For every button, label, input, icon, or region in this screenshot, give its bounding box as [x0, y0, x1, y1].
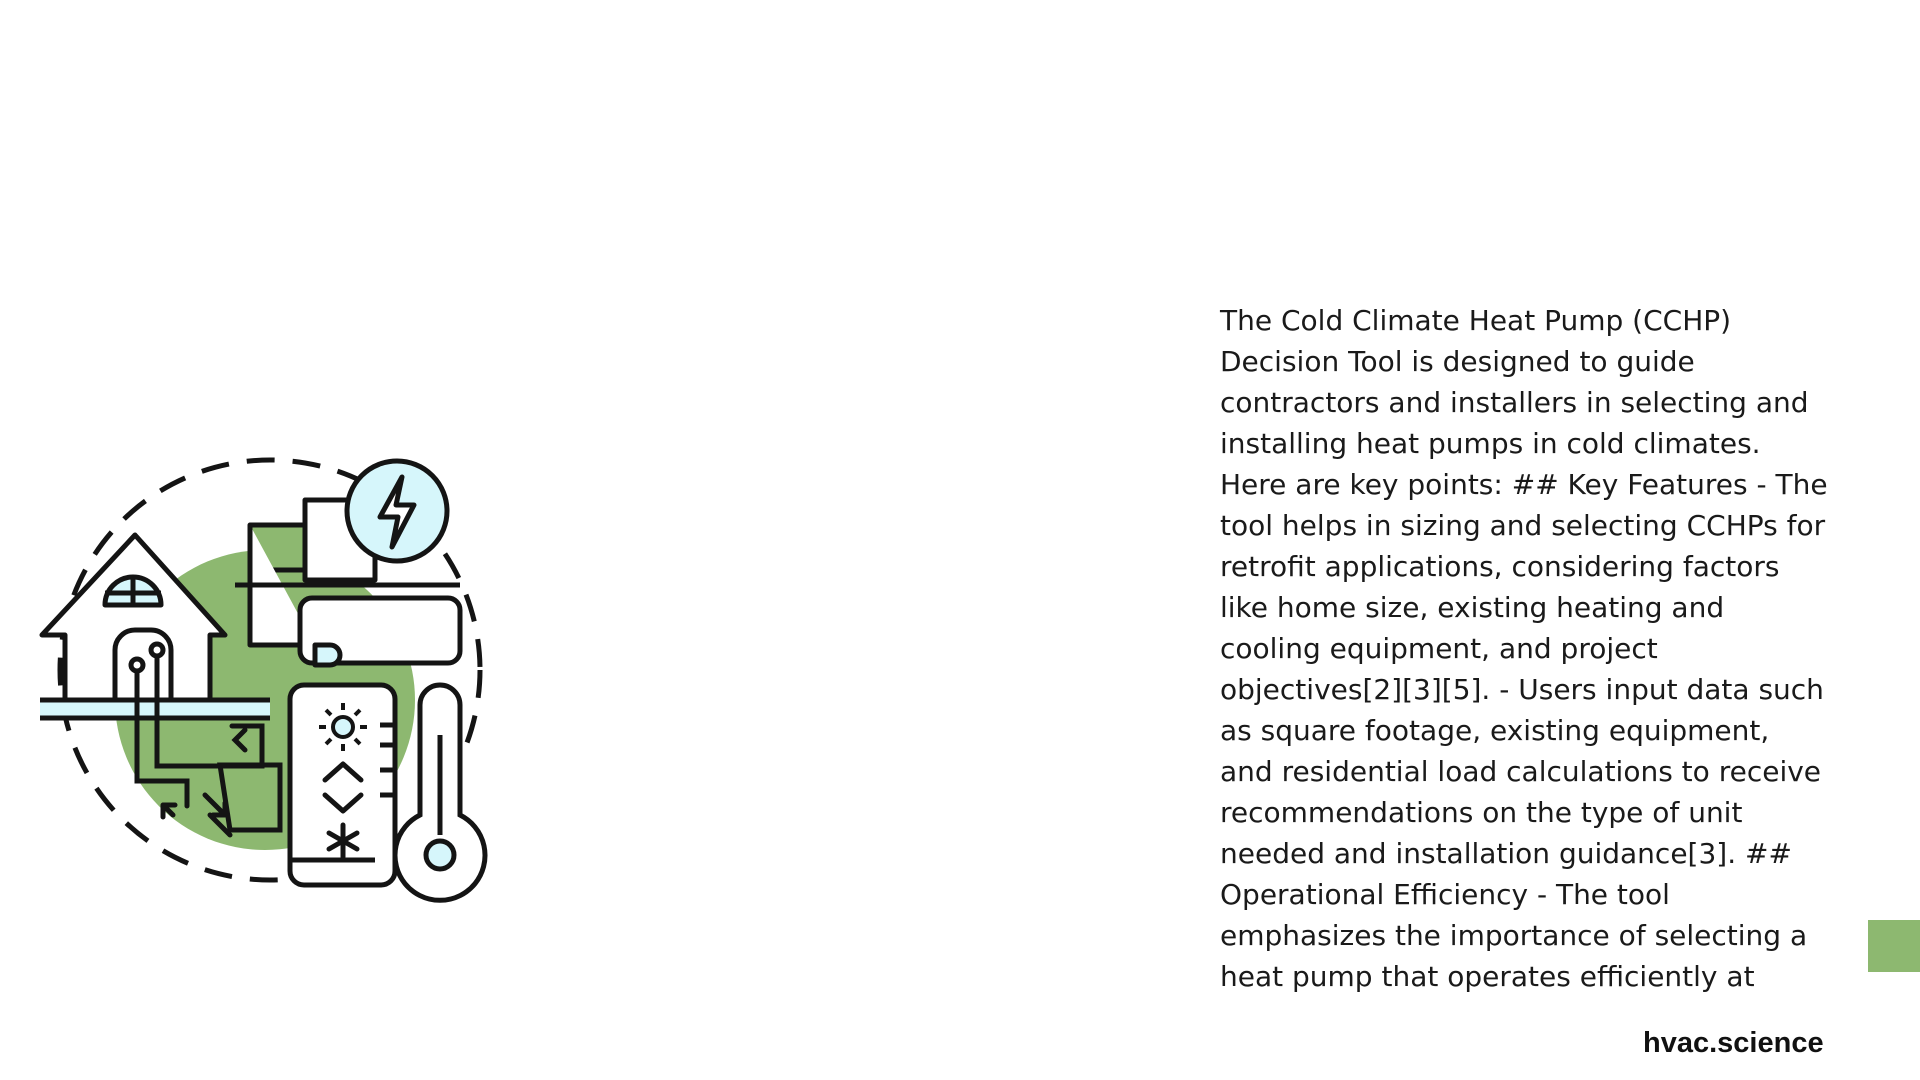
- article-body: The Cold Climate Heat Pump (CCHP) Decision Tool is designed to guide contractors and installers in selecting and installing heat pumps in cold climates. Here are key points: ## Key Features - The tool helps in sizing and selecting CCHPs for retrofit applications, considering factors like home size, existing heating and cooling equipment, and project objectives[2][3][5]. - Users input data such as square footage, existing equipment, and residential load calculations to receive recommendations on the type of unit needed and installation guidance[3]. ## Operational Efficiency - The tool emphasizes the importance of selecting a heat pump that operates efficiently at: [1220, 304, 1828, 993]
- lightning-icon: [347, 461, 447, 561]
- house-icon: [42, 535, 225, 710]
- site-name-label[interactable]: hvac.science: [1643, 1027, 1824, 1059]
- accent-corner-block: [1868, 920, 1920, 972]
- heat-pump-graphic: [30, 455, 500, 915]
- heat-pump-illustration: [30, 455, 500, 915]
